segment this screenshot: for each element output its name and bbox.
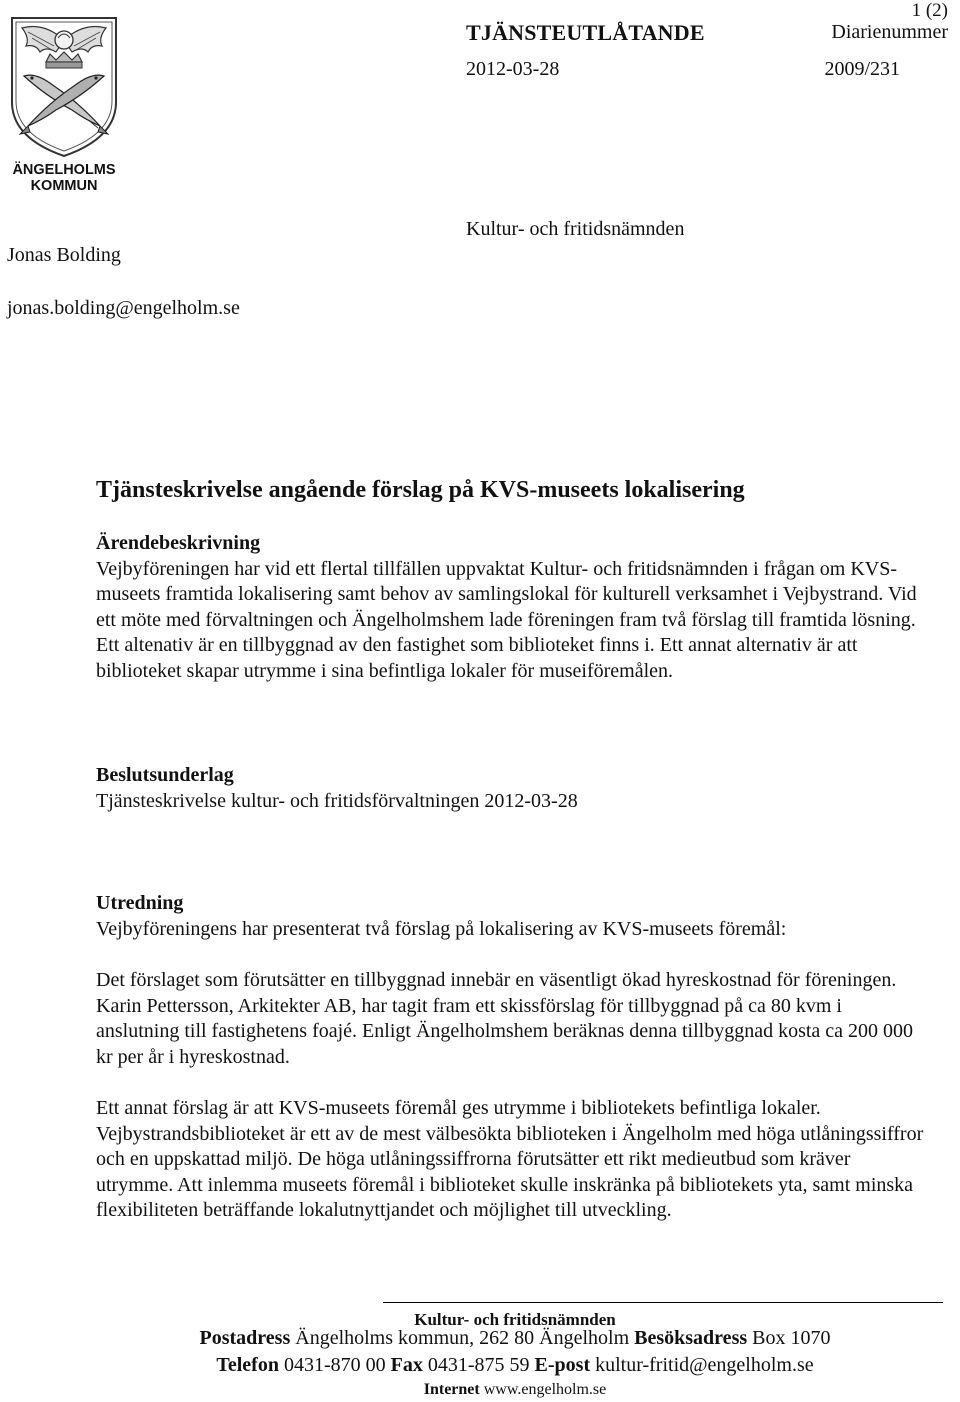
visit-value: Box 1070 bbox=[752, 1327, 831, 1349]
document-date: 2012-03-28 bbox=[466, 58, 560, 80]
web-label: Internet bbox=[423, 1381, 480, 1398]
footer-org: Kultur- och fritidsnämnden bbox=[414, 1310, 616, 1329]
section-investigation bbox=[96, 891, 926, 1224]
author-name: Jonas Bolding bbox=[7, 244, 121, 266]
visit-label: Besöksadress bbox=[634, 1327, 748, 1349]
footer-divider bbox=[383, 1302, 943, 1303]
section-decision-basis bbox=[96, 763, 926, 814]
footer-contact-line bbox=[100, 1354, 930, 1377]
section-description bbox=[96, 531, 926, 684]
author-email: jonas.bolding@engelholm.se bbox=[7, 297, 240, 319]
section-heading: Utredning bbox=[96, 892, 184, 914]
postal-label: Postadress bbox=[199, 1327, 291, 1349]
diarie-number: 2009/231 bbox=[824, 58, 900, 80]
section-paragraph: Tjänsteskrivelse kultur- och fritidsförvaltningen 2012-03-28 bbox=[96, 789, 578, 812]
postal-value: Ängelholms kommun, 262 80 Ängelholm bbox=[295, 1327, 630, 1349]
fax-label: Fax bbox=[390, 1354, 423, 1376]
document-type: TJÄNSTEUTLÅTANDE bbox=[466, 20, 705, 45]
section-paragraph: Vejbyföreningens har presenterat två förslag på lokalisering av KVS-museets föremål: bbox=[96, 917, 787, 940]
email-label: E-post bbox=[534, 1354, 591, 1376]
section-paragraph: Vejbyföreningen har vid ett flertal tillfällen uppvaktat Kultur- och fritidsnämnden i frågan om KVS-museets framtida lokalisering samt behov av samlingslokal för kulturell verksamhet i Vejbystrand. Vid ett möte med förvaltningen och Ängelholmshem lade föreningen fram två förslag till framtida lösning. Ett altenativ är en tillbyggnad av den fastighet som biblioteket finns i. Ett annat alternativ är att biblioteket skapar utrymme i sina befintliga lokaler för museiföremålen. bbox=[96, 557, 917, 682]
page-number: 1 (2) bbox=[911, 0, 948, 21]
recipient: Kultur- och fritidsnämnden bbox=[466, 218, 685, 240]
email-value: kultur-fritid@engelholm.se bbox=[595, 1354, 814, 1376]
diarie-label: Diarienummer bbox=[831, 21, 948, 43]
document-title: Tjänsteskrivelse angående förslag på KVS-museets lokalisering bbox=[96, 477, 745, 503]
municipality-logo bbox=[6, 10, 122, 190]
coat-of-arms-icon bbox=[6, 10, 122, 190]
footer-web-line bbox=[100, 1381, 930, 1399]
phone-value: 0431-870 00 bbox=[283, 1354, 386, 1376]
logo-text-line2: KOMMUN bbox=[30, 178, 98, 190]
section-paragraph: Det förslaget som förutsätter en tillbyggnad innebär en väsentligt ökad hyreskostnad för föreningen. Karin Pettersson, Arkitekter AB, har tagit fram ett skissförslag för tillbyggnad på ca 80 kvm i anslutning till fastighetens foajé. Enligt Ängelholmshem beräknas denna tillbyggnad kosta ca 200 000 kr per år i hyreskostnad. bbox=[96, 969, 914, 1068]
section-heading: Beslutsunderlag bbox=[96, 764, 234, 786]
footer-address-line bbox=[100, 1327, 930, 1350]
section-paragraph: Ett annat förslag är att KVS-museets föremål ges utrymme i bibliotekets befintliga lokaler. Vejbystrandsbiblioteket är ett av de mest välbesökta biblioteken i Ängelholm med höga utlåningssiffror och en uppskattad miljö. De höga utlåningssiffrorna förutsätter ett rikt medieutbud som kräver utrymme. Att inlemma museets föremål i biblioteket skulle inskränka på bibliotekets yta, samt minska flexibiliteten beträffande lokalutnyttjandet och möjlighet till utveckling. bbox=[96, 1097, 924, 1221]
fax-value: 0431-875 59 bbox=[427, 1354, 530, 1376]
section-heading: Ärendebeskrivning bbox=[96, 532, 261, 554]
phone-label: Telefon bbox=[216, 1354, 279, 1376]
web-value: www.engelholm.se bbox=[483, 1381, 607, 1398]
logo-text-line1: ÄNGELHOLMS bbox=[12, 162, 116, 178]
